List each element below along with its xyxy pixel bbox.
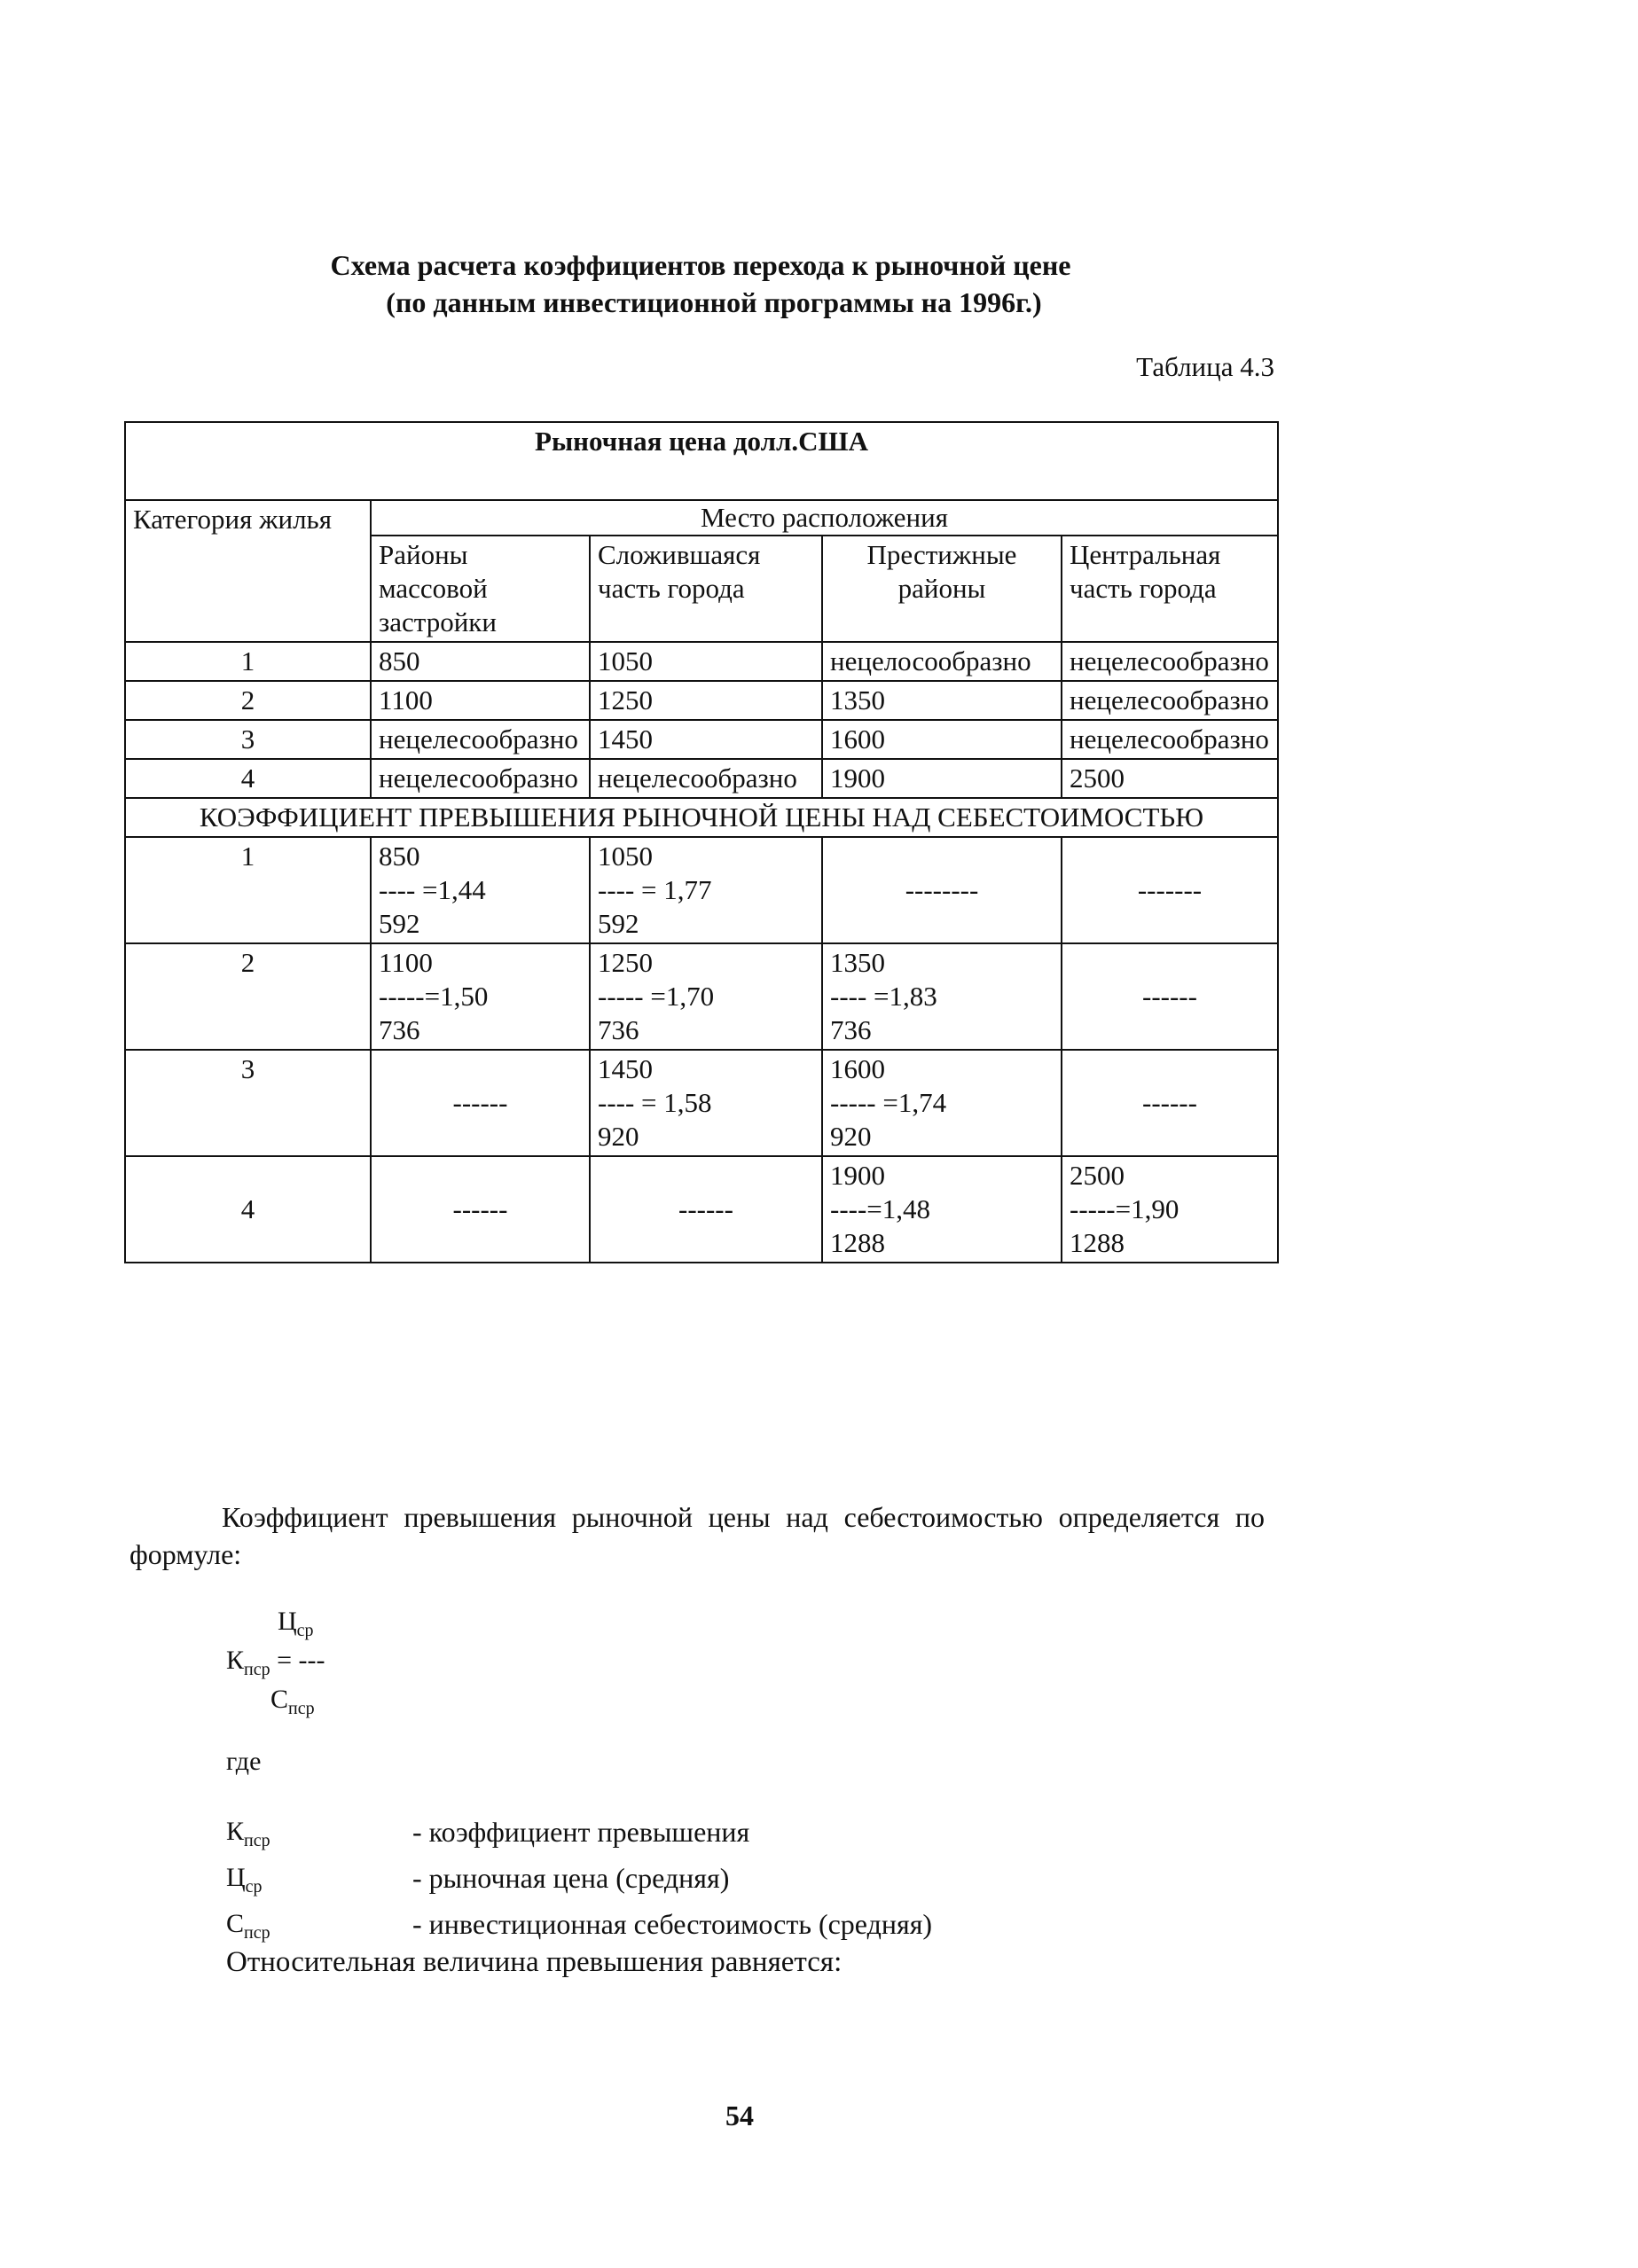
coef-header-row: [125, 798, 1278, 837]
formula-lhs: $К_{пср}$ = ---: [226, 1646, 325, 1679]
coef-mid: ---- =1,44: [379, 874, 486, 905]
coef-cell: [590, 1050, 822, 1156]
table-row: [125, 943, 1278, 1050]
category-cell: 4: [125, 759, 371, 798]
table-caption-row: [125, 422, 1278, 500]
category-cell: 1: [125, 642, 371, 681]
price-cell: нецелосообразно: [822, 642, 1062, 681]
coef-num: 850: [379, 841, 420, 872]
category-cell: 3: [125, 1050, 371, 1156]
category-cell: 2: [125, 943, 371, 1050]
price-cell: нецелесообразно: [371, 759, 590, 798]
coef-mid: -----=1,90: [1070, 1193, 1180, 1224]
empty-coef-cell: -------: [1062, 837, 1278, 943]
coef-cell: [371, 837, 590, 943]
price-table: [124, 421, 1279, 1263]
coef-cell: [822, 1156, 1062, 1263]
price-cell: нецелесообразно: [1062, 642, 1278, 681]
definition-item: $К_{пср}$ - коэффициент превышения: [226, 1816, 750, 1850]
coef-mid: ----- =1,70: [598, 981, 715, 1012]
price-cell: 1100: [371, 681, 590, 720]
table-label: Таблица 4.3: [1136, 351, 1274, 382]
price-cell: 2500: [1062, 759, 1278, 798]
formula-intro-paragraph: Коэффициент превышения рыночной цены над себестоимостью определяется по формуле:: [129, 1501, 1265, 1570]
coef-mid: ----- =1,74: [830, 1087, 947, 1118]
coef-den: 736: [830, 1014, 872, 1045]
coef-cell: [1062, 1156, 1278, 1263]
empty-coef-cell: --------: [822, 837, 1062, 943]
table-row: [125, 642, 1278, 681]
table-row: [125, 837, 1278, 943]
category-header: Категория жилья: [125, 500, 371, 642]
coef-mid: ---- = 1,77: [598, 874, 712, 905]
price-cell: нецелесообразно: [590, 759, 822, 798]
column-header: Престижные районы: [822, 536, 1062, 642]
price-cell: 1350: [822, 681, 1062, 720]
coef-den: 1288: [1070, 1227, 1125, 1258]
coef-num: 1100: [379, 947, 433, 978]
definition-item: $Ц_{ср}$ - рыночная цена (средняя): [226, 1862, 730, 1897]
empty-coef-cell: ------: [371, 1050, 590, 1156]
table-row: [125, 720, 1278, 759]
coef-den: 1288: [830, 1227, 885, 1258]
formula-denominator: $С_{пср}$: [270, 1685, 315, 1718]
coef-num: 1250: [598, 947, 653, 978]
price-cell: 1600: [822, 720, 1062, 759]
price-cell: 850: [371, 642, 590, 681]
coef-cell: [822, 1050, 1062, 1156]
column-header: Сложившаяся часть города: [590, 536, 822, 642]
coef-den: 592: [379, 908, 420, 939]
title-line-1: Схема расчета коэффициентов перехода к рыночной цене: [330, 249, 1071, 281]
empty-coef-cell: ------: [1062, 943, 1278, 1050]
coef-den: 920: [830, 1121, 872, 1152]
price-cell: 1250: [590, 681, 822, 720]
coef-cell: [822, 943, 1062, 1050]
empty-coef-cell: ------: [371, 1156, 590, 1263]
category-cell: 2: [125, 681, 371, 720]
coef-header: КОЭФФИЦИЕНТ ПРЕВЫШЕНИЯ РЫНОЧНОЙ ЦЕНЫ НАД СЕБЕСТОИМОСТЬЮ: [125, 798, 1278, 837]
header-row: [125, 500, 1278, 536]
coef-mid: ---- = 1,58: [598, 1087, 712, 1118]
definitions-list: [226, 1813, 932, 1951]
coef-cell: [590, 943, 822, 1050]
price-cell: нецелесообразно: [1062, 681, 1278, 720]
table-caption: Рыночная цена долл.США: [125, 422, 1278, 500]
coef-num: 1600: [830, 1053, 885, 1084]
category-cell: 1: [125, 837, 371, 943]
coef-mid: ---- =1,83: [830, 981, 937, 1012]
location-header: Место расположения: [371, 500, 1278, 536]
category-cell: 4: [125, 1156, 371, 1263]
price-cell: 1900: [822, 759, 1062, 798]
table-row: [125, 681, 1278, 720]
price-cell: 1450: [590, 720, 822, 759]
coef-cell: [590, 837, 822, 943]
column-header: Районы массовой застройки: [371, 536, 590, 642]
coef-num: 1450: [598, 1053, 653, 1084]
coef-num: 1350: [830, 947, 885, 978]
price-cell: нецелесообразно: [1062, 720, 1278, 759]
price-cell: нецелесообразно: [371, 720, 590, 759]
empty-coef-cell: ------: [590, 1156, 822, 1263]
coef-mid: ----=1,48: [830, 1193, 931, 1224]
table-row: [125, 1050, 1278, 1156]
page-number: 54: [725, 2100, 754, 2131]
coef-cell: [371, 943, 590, 1050]
price-cell: 1050: [590, 642, 822, 681]
coef-mid: -----=1,50: [379, 981, 489, 1012]
relative-value-text: Относительная величина превышения равняется:: [226, 1946, 843, 1978]
category-cell: 3: [125, 720, 371, 759]
document-title: [177, 246, 1330, 321]
coef-den: 592: [598, 908, 639, 939]
where-label: где: [226, 1747, 262, 1776]
coef-num: 1900: [830, 1160, 885, 1191]
table-row: [125, 1156, 1278, 1263]
coef-num: 1050: [598, 841, 653, 872]
coef-den: 736: [379, 1014, 420, 1045]
coef-den: 736: [598, 1014, 639, 1045]
definition-item: $С_{пср}$ - инвестиционная себестоимость (средняя): [226, 1908, 933, 1943]
table-row: [125, 759, 1278, 798]
column-header: Центральная часть города: [1062, 536, 1278, 642]
formula-numerator: $Ц_{ср}$: [278, 1607, 314, 1640]
coef-den: 920: [598, 1121, 639, 1152]
title-line-2: (по данным инвестиционной программы на 1996г.): [386, 286, 1042, 318]
coef-num: 2500: [1070, 1160, 1125, 1191]
empty-coef-cell: ------: [1062, 1050, 1278, 1156]
